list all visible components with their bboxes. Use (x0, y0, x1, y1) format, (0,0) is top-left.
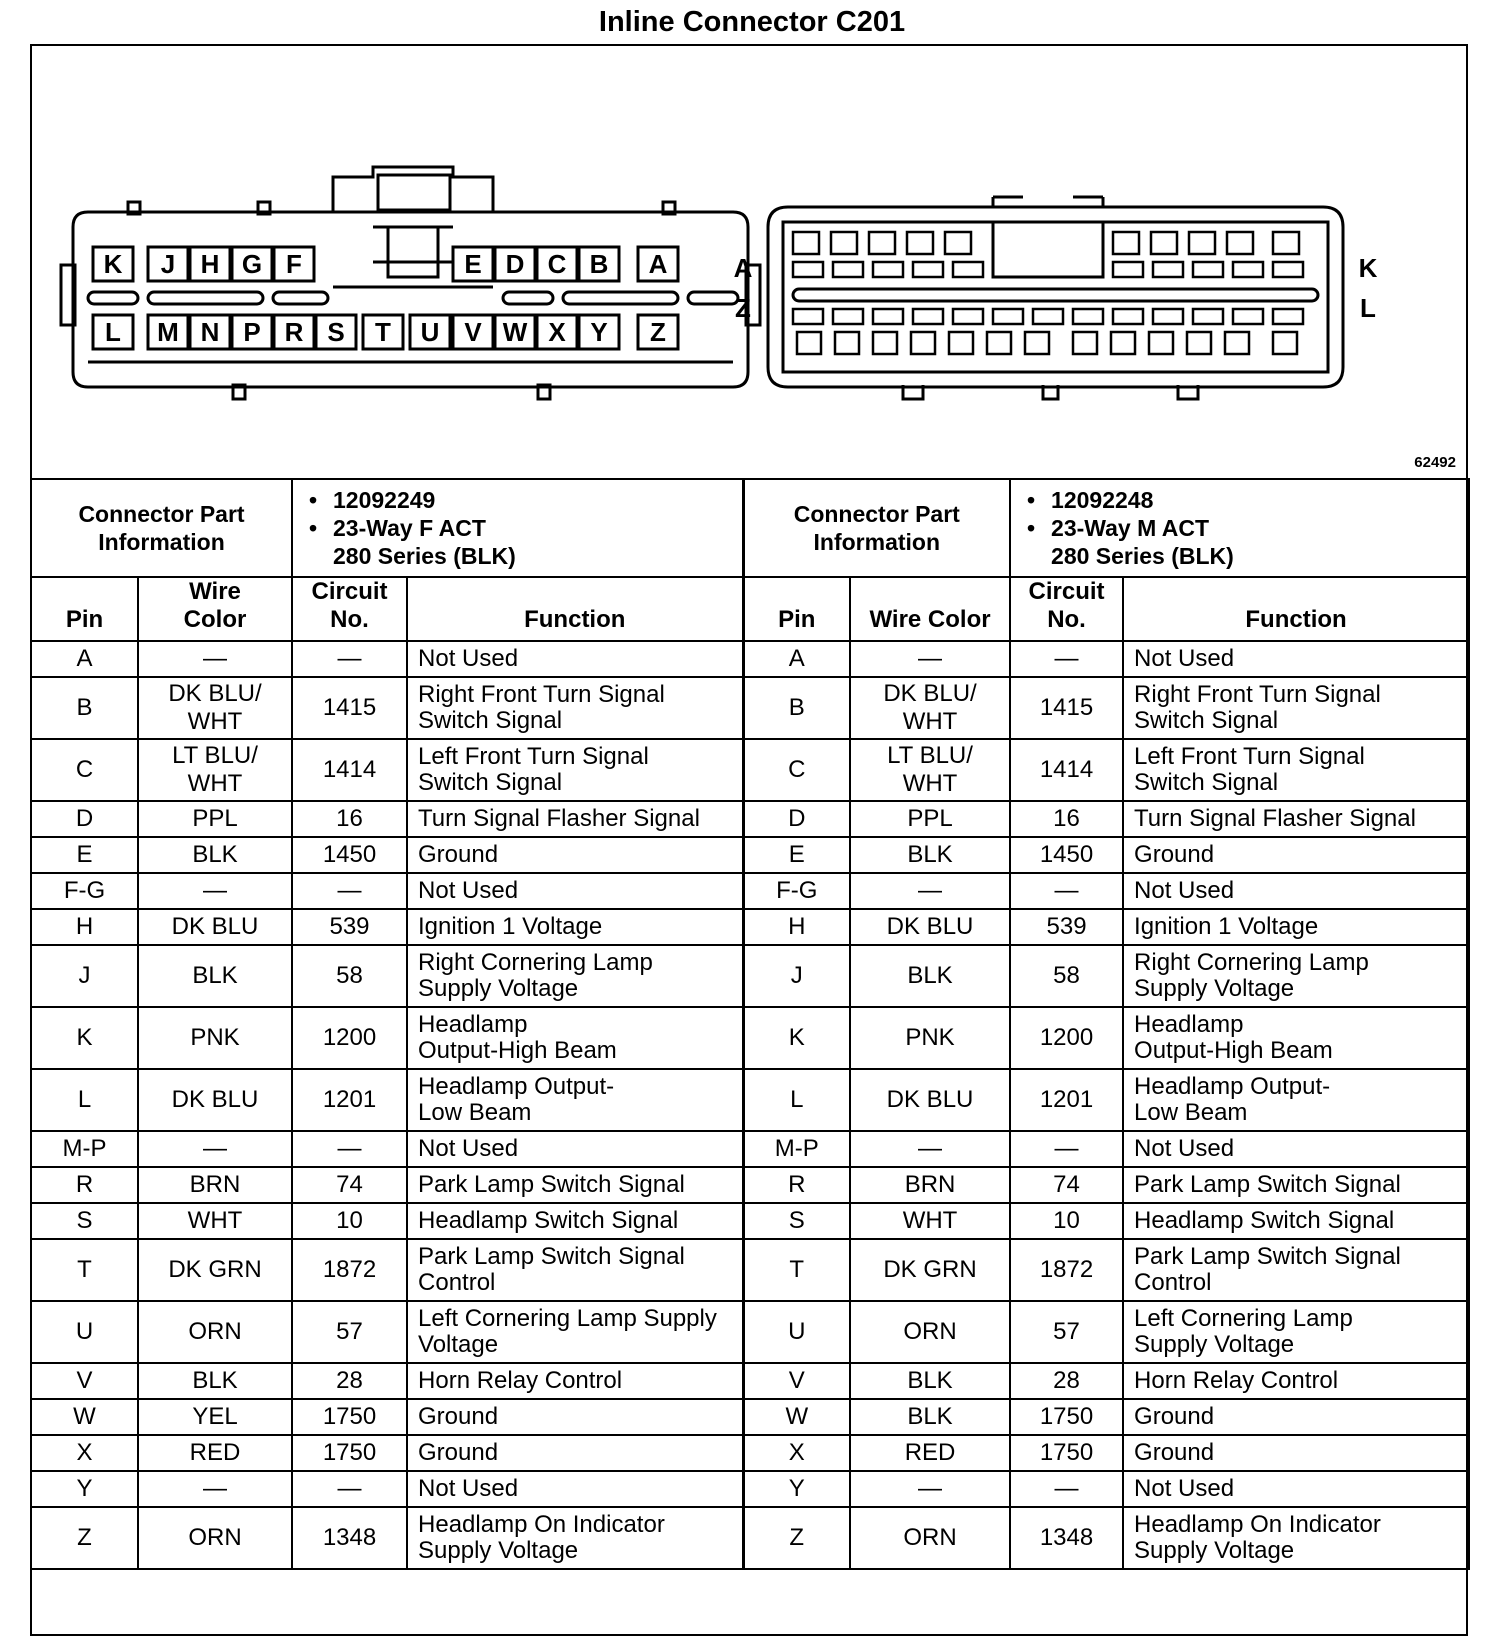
circuit-cell: 28 (292, 1363, 407, 1399)
pin-cell-X (537, 315, 577, 349)
pin-cell-M (148, 315, 188, 349)
pin-cell: F-G (743, 873, 850, 909)
circuit-cell: 16 (1010, 801, 1123, 837)
col-circuit-right: Circuit No. (1010, 577, 1123, 641)
pin-cell-F (274, 247, 314, 281)
wire-color-cell: DK BLU (138, 1069, 292, 1131)
pin-cell: U (31, 1301, 138, 1363)
wire-color-cell: — (138, 641, 292, 677)
pin-label: K (103, 249, 123, 279)
pin-label: F (286, 249, 302, 279)
pin-cell: X (31, 1435, 138, 1471)
wire-color-cell: — (850, 873, 1010, 909)
wire-color-cell: BLK (138, 837, 292, 873)
wire-color-cell: PNK (138, 1007, 292, 1069)
part-info-right: • 12092248 • 23-Way M ACT 280 Series (BLK) (1010, 479, 1469, 577)
pin-cell: Z (31, 1507, 138, 1569)
col-wire-color: Wire Color (138, 577, 292, 641)
circuit-cell: 1750 (1010, 1399, 1123, 1435)
col-pin-right: Pin (743, 577, 850, 641)
pin-cell-J (148, 247, 188, 281)
pin-cell: Y (31, 1471, 138, 1507)
table-row (31, 837, 1469, 873)
wire-color-cell: ORN (850, 1301, 1010, 1363)
male-label-L: L (1360, 293, 1376, 323)
col-wire-color-right: Wire Color (850, 577, 1010, 641)
wire-color-cell: WHT (138, 1203, 292, 1239)
table-row (31, 1301, 1469, 1363)
function-cell: Headlamp On Indicator Supply Voltage (407, 1507, 743, 1569)
pin-label: G (241, 249, 263, 279)
pin-label: E (464, 249, 482, 279)
pin-cell-D (495, 247, 535, 281)
table-row (31, 1239, 1469, 1301)
connector-drawing (33, 47, 1465, 479)
pin-cell: R (31, 1167, 138, 1203)
circuit-cell: 58 (292, 945, 407, 1007)
table-row (31, 945, 1469, 1007)
pin-cell-U (410, 315, 450, 349)
pin-cell: T (743, 1239, 850, 1301)
circuit-cell: — (1010, 1471, 1123, 1507)
pin-cell-G (232, 247, 272, 281)
table-row (31, 1131, 1469, 1167)
pin-cell: M-P (743, 1131, 850, 1167)
function-cell: Not Used (407, 873, 743, 909)
circuit-cell: 1201 (1010, 1069, 1123, 1131)
wire-color-cell: BLK (138, 945, 292, 1007)
table-row (31, 1471, 1469, 1507)
wire-color-cell: BRN (138, 1167, 292, 1203)
wire-color-cell: ORN (138, 1507, 292, 1569)
circuit-cell: 1415 (1010, 677, 1123, 739)
circuit-cell: 1201 (292, 1069, 407, 1131)
function-cell: Not Used (1123, 873, 1469, 909)
pin-cell: D (31, 801, 138, 837)
circuit-cell: 1750 (292, 1435, 407, 1471)
function-cell: Headlamp On Indicator Supply Voltage (1123, 1507, 1469, 1569)
pin-label: Y (590, 317, 608, 347)
pin-cell-B (579, 247, 619, 281)
part-info-heading-right: Connector Part Information (743, 479, 1010, 577)
pin-cell: X (743, 1435, 850, 1471)
circuit-cell: — (1010, 1131, 1123, 1167)
pin-cell-L (93, 315, 133, 349)
wire-color-cell: — (850, 1131, 1010, 1167)
wire-color-cell: DK BLU/ WHT (138, 677, 292, 739)
function-cell: Right Cornering Lamp Supply Voltage (1123, 945, 1469, 1007)
wire-color-cell: BLK (850, 1363, 1010, 1399)
wire-color-cell: — (138, 873, 292, 909)
function-cell: Left Cornering Lamp Supply Voltage (407, 1301, 743, 1363)
circuit-cell: — (292, 873, 407, 909)
wire-color-cell: DK BLU (850, 909, 1010, 945)
pin-label: M (157, 317, 179, 347)
wire-color-cell: DK GRN (850, 1239, 1010, 1301)
pin-cell: J (743, 945, 850, 1007)
function-cell: Not Used (407, 1131, 743, 1167)
pin-label: B (589, 249, 609, 279)
pin-cell: C (31, 739, 138, 801)
circuit-cell: 1450 (1010, 837, 1123, 873)
wire-color-cell: ORN (850, 1507, 1010, 1569)
wire-color-cell: LT BLU/ WHT (850, 739, 1010, 801)
pin-cell: V (31, 1363, 138, 1399)
pin-cell: M-P (31, 1131, 138, 1167)
function-cell: Ground (407, 837, 743, 873)
pin-label: P (243, 317, 261, 347)
circuit-cell: — (292, 1471, 407, 1507)
function-cell: Not Used (1123, 641, 1469, 677)
circuit-cell: — (1010, 641, 1123, 677)
circuit-cell: 58 (1010, 945, 1123, 1007)
wire-color-cell: PPL (138, 801, 292, 837)
pin-cell-P (232, 315, 272, 349)
col-circuit: Circuit No. (292, 577, 407, 641)
male-connector (768, 197, 1343, 399)
wire-color-cell: — (138, 1131, 292, 1167)
table-row (31, 909, 1469, 945)
circuit-cell: 74 (1010, 1167, 1123, 1203)
wire-color-cell: BLK (138, 1363, 292, 1399)
function-cell: Park Lamp Switch Signal (1123, 1167, 1469, 1203)
function-cell: Not Used (1123, 1471, 1469, 1507)
col-function-right: Function (1123, 577, 1469, 641)
circuit-cell: 1450 (292, 837, 407, 873)
pin-cell: V (743, 1363, 850, 1399)
pin-label: T (375, 317, 391, 347)
pin-label: R (284, 317, 304, 347)
wire-color-cell: RED (138, 1435, 292, 1471)
pin-cell-S (316, 315, 356, 349)
pin-cell: H (743, 909, 850, 945)
circuit-cell: — (1010, 873, 1123, 909)
pin-cell: U (743, 1301, 850, 1363)
pin-cell: S (31, 1203, 138, 1239)
wire-color-cell: — (138, 1471, 292, 1507)
function-cell: Not Used (407, 1471, 743, 1507)
pin-cell: C (743, 739, 850, 801)
function-cell: Not Used (1123, 1131, 1469, 1167)
pinout-table (30, 478, 1470, 1570)
pin-cell-H (190, 247, 230, 281)
pin-cell-R (274, 315, 314, 349)
column-header-row (31, 577, 1469, 641)
table-row (31, 1399, 1469, 1435)
circuit-cell: 1750 (1010, 1435, 1123, 1471)
function-cell: Park Lamp Switch Signal Control (1123, 1239, 1469, 1301)
pin-cell: J (31, 945, 138, 1007)
function-cell: Headlamp Switch Signal (1123, 1203, 1469, 1239)
female-pin-row-2 (93, 315, 678, 349)
function-cell: Ground (1123, 837, 1469, 873)
pin-cell: A (743, 641, 850, 677)
circuit-cell: 28 (1010, 1363, 1123, 1399)
pin-cell: W (743, 1399, 850, 1435)
function-cell: Not Used (407, 641, 743, 677)
pin-cell-N (190, 315, 230, 349)
circuit-cell: 1872 (292, 1239, 407, 1301)
circuit-cell: — (292, 1131, 407, 1167)
male-label-Z: Z (735, 293, 751, 323)
function-cell: Headlamp Output-High Beam (1123, 1007, 1469, 1069)
table-row (31, 801, 1469, 837)
pin-cell: Y (743, 1471, 850, 1507)
table-row (31, 1507, 1469, 1569)
female-connector (61, 167, 760, 399)
wire-color-cell: — (850, 1471, 1010, 1507)
male-label-A: A (733, 253, 753, 283)
function-cell: Horn Relay Control (407, 1363, 743, 1399)
function-cell: Ignition 1 Voltage (407, 909, 743, 945)
pin-cell: S (743, 1203, 850, 1239)
function-cell: Headlamp Output-High Beam (407, 1007, 743, 1069)
pin-cell: L (31, 1069, 138, 1131)
wire-color-cell: RED (850, 1435, 1010, 1471)
pin-label: X (548, 317, 566, 347)
wire-color-cell: BRN (850, 1167, 1010, 1203)
figure-number: 62492 (1414, 454, 1456, 471)
function-cell: Right Cornering Lamp Supply Voltage (407, 945, 743, 1007)
circuit-cell: 1200 (1010, 1007, 1123, 1069)
pin-label: U (420, 317, 440, 347)
wire-color-cell: ORN (138, 1301, 292, 1363)
pin-cell-Y (579, 315, 619, 349)
pin-cell: W (31, 1399, 138, 1435)
table-row (31, 739, 1469, 801)
table-row (31, 1007, 1469, 1069)
pin-cell-V (453, 315, 493, 349)
wire-color-cell: YEL (138, 1399, 292, 1435)
pin-cell: B (31, 677, 138, 739)
wire-color-cell: DK BLU/ WHT (850, 677, 1010, 739)
pin-cell: K (743, 1007, 850, 1069)
pin-label: L (105, 317, 121, 347)
wire-color-cell: DK GRN (138, 1239, 292, 1301)
pin-cell-K (93, 247, 133, 281)
pin-cell: R (743, 1167, 850, 1203)
pin-cell-Z (638, 315, 678, 349)
table-row (31, 1069, 1469, 1131)
table-row (31, 1167, 1469, 1203)
function-cell: Headlamp Switch Signal (407, 1203, 743, 1239)
wire-color-cell: DK BLU (850, 1069, 1010, 1131)
wire-color-cell: DK BLU (138, 909, 292, 945)
pin-cell: D (743, 801, 850, 837)
circuit-cell: 10 (1010, 1203, 1123, 1239)
pin-cell: K (31, 1007, 138, 1069)
table-row (31, 873, 1469, 909)
circuit-cell: 57 (1010, 1301, 1123, 1363)
function-cell: Headlamp Output- Low Beam (1123, 1069, 1469, 1131)
wire-color-cell: LT BLU/ WHT (138, 739, 292, 801)
table-row (31, 641, 1469, 677)
circuit-cell: 1872 (1010, 1239, 1123, 1301)
function-cell: Ground (1123, 1399, 1469, 1435)
wire-color-cell: BLK (850, 837, 1010, 873)
pin-label: H (200, 249, 220, 279)
wire-color-cell: WHT (850, 1203, 1010, 1239)
table-row (31, 1435, 1469, 1471)
circuit-cell: 539 (1010, 909, 1123, 945)
circuit-cell: 539 (292, 909, 407, 945)
circuit-cell: 1200 (292, 1007, 407, 1069)
circuit-cell: 1750 (292, 1399, 407, 1435)
pin-label: D (505, 249, 525, 279)
pin-label: J (160, 249, 176, 279)
function-cell: Turn Signal Flasher Signal (1123, 801, 1469, 837)
function-cell: Horn Relay Control (1123, 1363, 1469, 1399)
pin-cell: A (31, 641, 138, 677)
pin-cell: B (743, 677, 850, 739)
circuit-cell: 1348 (1010, 1507, 1123, 1569)
male-label-K: K (1358, 253, 1378, 283)
pin-cell: E (743, 837, 850, 873)
function-cell: Left Front Turn Signal Switch Signal (407, 739, 743, 801)
function-cell: Park Lamp Switch Signal Control (407, 1239, 743, 1301)
function-cell: Headlamp Output- Low Beam (407, 1069, 743, 1131)
male-pin-rows (793, 232, 1303, 354)
pin-cell-A (638, 247, 678, 281)
pin-label: Z (650, 317, 666, 347)
wire-color-cell: BLK (850, 945, 1010, 1007)
pin-cell: L (743, 1069, 850, 1131)
function-cell: Left Front Turn Signal Switch Signal (1123, 739, 1469, 801)
circuit-cell: 1415 (292, 677, 407, 739)
wire-color-cell: PNK (850, 1007, 1010, 1069)
function-cell: Park Lamp Switch Signal (407, 1167, 743, 1203)
pin-cell-E (453, 247, 493, 281)
page-title: Inline Connector C201 (598, 6, 906, 38)
circuit-cell: 57 (292, 1301, 407, 1363)
pin-cell-C (537, 247, 577, 281)
pin-label: V (464, 317, 482, 347)
wire-color-cell: — (850, 641, 1010, 677)
circuit-cell: 1414 (292, 739, 407, 801)
circuit-cell: 74 (292, 1167, 407, 1203)
function-cell: Right Front Turn Signal Switch Signal (407, 677, 743, 739)
circuit-cell: 1348 (292, 1507, 407, 1569)
function-cell: Turn Signal Flasher Signal (407, 801, 743, 837)
pin-label: W (502, 317, 528, 347)
pin-cell: H (31, 909, 138, 945)
pin-label: N (200, 317, 220, 347)
pin-label: A (648, 249, 668, 279)
wire-color-cell: BLK (850, 1399, 1010, 1435)
female-pin-row-1 (93, 247, 678, 281)
table-row (31, 1363, 1469, 1399)
function-cell: Right Front Turn Signal Switch Signal (1123, 677, 1469, 739)
pin-label: C (547, 249, 567, 279)
pin-cell: Z (743, 1507, 850, 1569)
pin-cell: E (31, 837, 138, 873)
function-cell: Left Cornering Lamp Supply Voltage (1123, 1301, 1469, 1363)
circuit-cell: — (292, 641, 407, 677)
col-pin: Pin (31, 577, 138, 641)
circuit-cell: 1414 (1010, 739, 1123, 801)
function-cell: Ignition 1 Voltage (1123, 909, 1469, 945)
function-cell: Ground (1123, 1435, 1469, 1471)
pin-cell-T (363, 315, 403, 349)
circuit-cell: 10 (292, 1203, 407, 1239)
part-info-row (31, 479, 1469, 577)
table-row (31, 677, 1469, 739)
wire-color-cell: PPL (850, 801, 1010, 837)
col-function: Function (407, 577, 743, 641)
pin-cell: F-G (31, 873, 138, 909)
function-cell: Ground (407, 1399, 743, 1435)
pin-cell: T (31, 1239, 138, 1301)
circuit-cell: 16 (292, 801, 407, 837)
pin-label: S (327, 317, 345, 347)
function-cell: Ground (407, 1435, 743, 1471)
part-info-heading-left: Connector Part Information (31, 479, 292, 577)
pin-cell-W (495, 315, 535, 349)
table-row (31, 1203, 1469, 1239)
part-info-left: • 12092249 • 23-Way F ACT 280 Series (BLK) (292, 479, 743, 577)
